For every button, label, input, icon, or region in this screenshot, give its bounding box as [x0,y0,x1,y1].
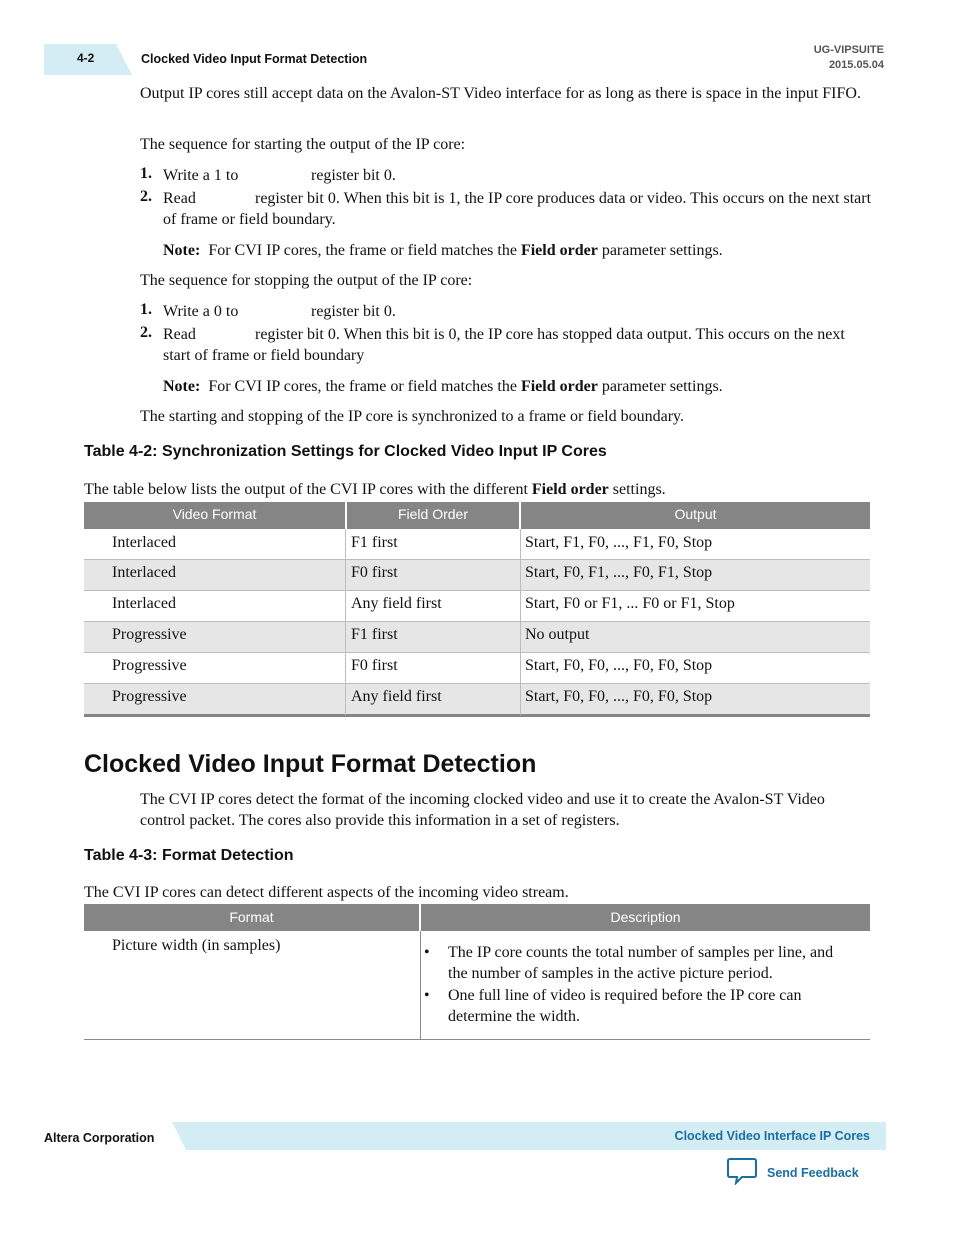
table2-format-cell: Picture width (in samples) [112,937,281,954]
table1-cell: Progressive [112,626,187,643]
header-doc-info [814,43,884,73]
table-row [84,560,870,591]
page-number: 4-2 [77,51,95,65]
start-step-2-text-b: register bit 0. When this bit is 1, the IP core produces data or video. This occurs on the next start of frame or field boundary. [163,190,872,228]
table1-cell: Any field first [351,595,442,612]
table2-caption: Table 4-3: Format Detection [84,847,294,864]
table1-cell: Interlaced [112,595,176,612]
bullet-text: The IP core counts the total number of samples per line, and the number of samples in the active picture period. [448,944,834,982]
stop-step-1-text-b: register bit 0. [311,303,396,320]
stop-step-2-text-a: Read [163,326,196,343]
bullet-text: One full line of video is required before the IP core can determine the width. [448,987,802,1025]
start-step-1-number: 1. [140,165,152,182]
table1-cell: F0 first [351,564,398,581]
table2-header-description: Description [421,904,870,931]
footer-corp: Altera Corporation [44,1131,155,1145]
bullet-icon: • [424,987,430,1004]
table1-cell: Start, F0 or F1, ... F0 or F1, Stop [525,595,735,612]
table-row [84,591,870,622]
table1-cell: Interlaced [112,534,176,551]
start-step-2-text-a: Read [163,190,196,207]
table1-cell: F1 first [351,626,398,643]
table2-description-cell [424,942,844,1027]
table2-intro: The CVI IP cores can detect different aspects of the incoming video stream. [84,884,569,901]
note-1 [163,240,723,261]
table2-col-divider [420,931,421,1039]
table-row [84,653,870,684]
footer-chapter-link[interactable]: Clocked Video Interface IP Cores [674,1129,870,1143]
table1-cell: Start, F1, F0, ..., F1, F0, Stop [525,534,713,551]
send-feedback-button[interactable] [727,1158,859,1188]
note-1-bold: Field order [520,242,598,259]
table1 [84,502,870,717]
stop-step-2-text-b: register bit 0. When this bit is 0, the IP core has stopped data output. This occurs on the next start of frame or field boundary [163,326,845,364]
start-step-1-text-b: register bit 0. [311,167,396,184]
paragraph-sync: The starting and stopping of the IP core is synchronized to a frame or field boundary. [140,408,684,425]
table1-col-divider [520,529,521,715]
paragraph-fifo: Output IP cores still accept data on the Avalon-ST Video interface for as long as there is space in the input FIFO. [140,85,861,102]
table-row [84,622,870,653]
header-section-title: Clocked Video Input Format Detection [141,52,368,66]
table1-intro [84,479,666,500]
table1-cell: Start, F0, F0, ..., F0, F0, Stop [525,657,713,674]
table1-cell: Start, F0, F1, ..., F0, F1, Stop [525,564,713,581]
section-heading: Clocked Video Input Format Detection [84,750,537,778]
table1-intro-bold: Field order [531,481,609,498]
table1-cell: Start, F0, F0, ..., F0, F0, Stop [525,688,713,705]
note-2-bold: Field order [520,378,598,395]
note-1-label: Note: [163,242,201,259]
table1-cell: Progressive [112,657,187,674]
note-1-text-pre: For CVI IP cores, the frame or field matches the [208,242,517,259]
table1-cell: No output [525,626,590,643]
table1-cell: F1 first [351,534,398,551]
note-1-text-post: parameter settings. [601,242,723,259]
table1-header-video-format: Video Format [84,502,345,529]
paragraph-stop-intro: The sequence for stopping the output of the IP core: [140,272,473,289]
paragraph-start-intro: The sequence for starting the output of the IP core: [140,136,466,153]
table2 [84,904,870,1040]
doc-id: UG-VIPSUITE [813,44,884,56]
table1-cell: Any field first [351,688,442,705]
table-row [84,529,870,560]
bullet-icon: • [424,944,430,961]
note-2-text-post: parameter settings. [601,378,723,395]
stop-step-2-number: 2. [140,324,152,341]
section-intro: The CVI IP cores detect the format of the incoming clocked video and use it to create the Avalon-ST Video control packet. The cores also provide this information in a set of registers. [140,791,825,829]
table1-intro-pre: The table below lists the output of the CVI IP cores with the different [84,481,528,498]
note-2 [163,376,723,397]
table1-cell: F0 first [351,657,398,674]
table-row [84,931,870,1040]
table1-header-field-order: Field Order [347,502,519,529]
table1-col-divider [345,529,346,715]
speech-bubble-icon [727,1157,757,1190]
send-feedback-label: Send Feedback [767,1166,859,1180]
list-item [424,985,844,1027]
table1-cell: Progressive [112,688,187,705]
list-item [424,942,844,984]
table2-header-format: Format [84,904,419,931]
note-2-label: Note: [163,378,201,395]
doc-date: 2015.05.04 [828,59,884,71]
table1-intro-post: settings. [612,481,666,498]
start-step-1-text-a: Write a 1 to [163,167,239,184]
table-row [84,684,870,717]
stop-step-1-text-a: Write a 0 to [163,303,239,320]
table1-cell: Interlaced [112,564,176,581]
note-2-text-pre: For CVI IP cores, the frame or field matches the [208,378,517,395]
start-step-2-number: 2. [140,188,152,205]
table1-header-output: Output [521,502,870,529]
table1-caption: Table 4-2: Synchronization Settings for Clocked Video Input IP Cores [84,443,607,460]
stop-step-1-number: 1. [140,301,152,318]
